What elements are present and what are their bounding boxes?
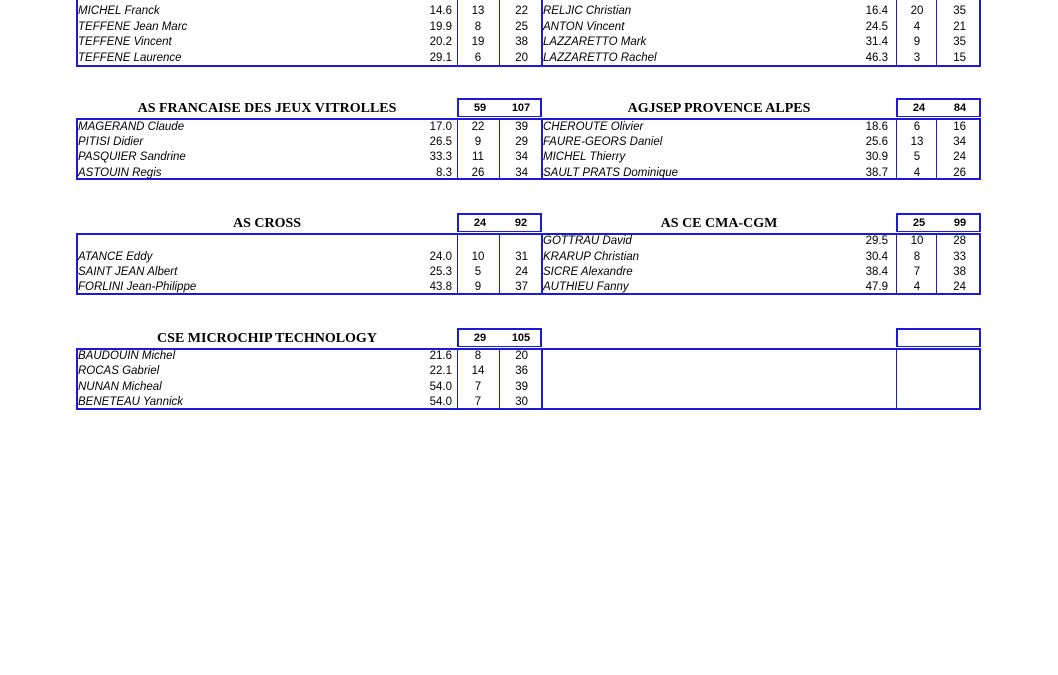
player-value: 38.7 [865, 167, 888, 179]
player-total: 15 [953, 52, 966, 64]
player-points: 9 [474, 136, 482, 148]
team-score-total: 107 [511, 102, 531, 114]
team-score-box [896, 328, 981, 347]
player-value: 21.6 [429, 350, 452, 362]
player-value: 24.5 [865, 21, 888, 33]
player-points: 8 [913, 251, 921, 263]
player-value: 20.2 [429, 36, 452, 48]
player-points: 4 [913, 167, 921, 179]
team-score-box [457, 213, 542, 232]
team-score-box [896, 213, 981, 232]
player-value: 31.4 [865, 36, 888, 48]
player-total: 24 [515, 266, 528, 278]
player-name: ASTOUIN Regis [78, 167, 162, 179]
player-points: 10 [471, 251, 485, 263]
player-name: MICHEL Franck [78, 5, 160, 17]
player-points: 14 [471, 365, 485, 377]
team-score-box [896, 98, 981, 117]
player-value: 29.1 [429, 52, 452, 64]
player-points: 5 [474, 266, 482, 278]
player-name: BENETEAU Yannick [78, 396, 184, 408]
table-row [76, 35, 981, 50]
table-row [76, 380, 981, 395]
player-name: KRARUP Christian [543, 251, 640, 263]
player-total: 21 [953, 21, 966, 33]
player-total: 24 [953, 281, 966, 293]
player-name: TEFFENE Laurence [78, 52, 182, 64]
player-name: TEFFENE Jean Marc [78, 21, 188, 33]
table-row [76, 395, 981, 410]
player-points: 6 [474, 52, 482, 64]
player-total: 39 [515, 121, 528, 133]
player-total: 38 [953, 266, 966, 278]
table-row [76, 150, 981, 165]
player-total: 35 [953, 36, 966, 48]
player-name: SICRE Alexandre [543, 266, 633, 278]
player-value: 33.3 [429, 151, 452, 163]
player-total: 36 [515, 365, 528, 377]
team-score-points: 29 [473, 332, 487, 344]
player-total: 25 [515, 21, 528, 33]
player-name: BAUDOUIN Michel [78, 350, 176, 362]
table-row [76, 280, 981, 295]
player-name: RELJIC Christian [543, 5, 632, 17]
player-value: 22.1 [429, 365, 452, 377]
table-row [76, 349, 981, 364]
player-points: 13 [471, 5, 485, 17]
player-name: MAGERAND Claude [78, 121, 185, 133]
team-score-points: 24 [473, 217, 487, 229]
player-total: 39 [515, 381, 528, 393]
player-points: 20 [910, 5, 924, 17]
team-score-total: 99 [953, 217, 967, 229]
player-value: 25.6 [865, 136, 888, 148]
team-name: AS CE CMA-CGM [660, 216, 778, 231]
player-value: 14.6 [429, 5, 452, 17]
player-value: 24.0 [429, 251, 452, 263]
player-value: 8.3 [436, 167, 452, 179]
player-total: 20 [515, 52, 528, 64]
block-header [76, 98, 981, 118]
team-name: AGJSEP PROVENCE ALPES [627, 101, 811, 116]
player-points: 8 [474, 21, 482, 33]
player-value: 16.4 [865, 5, 888, 17]
player-value: 17.0 [429, 121, 452, 133]
team-score-points: 59 [473, 102, 487, 114]
player-name: ATANCE Eddy [78, 251, 153, 263]
player-value: 54.0 [429, 396, 452, 408]
table-row [76, 250, 981, 265]
player-value: 18.6 [865, 121, 888, 133]
player-total: 31 [515, 251, 528, 263]
player-value: 30.9 [865, 151, 888, 163]
block-header [76, 328, 981, 348]
table-row [76, 51, 981, 66]
player-name: ANTON Vincent [543, 21, 625, 33]
player-points: 7 [474, 381, 482, 393]
player-points: 26 [471, 167, 485, 179]
player-total: 26 [953, 167, 966, 179]
player-total: 37 [515, 281, 528, 293]
player-name: LAZZARETTO Mark [543, 36, 647, 48]
player-name: FORLINI Jean-Philippe [78, 281, 197, 293]
player-name: ROCAS Gabriel [78, 365, 160, 377]
player-total: 34 [515, 151, 528, 163]
player-total: 33 [953, 251, 966, 263]
team-score-box [457, 328, 542, 347]
player-points: 9 [913, 36, 921, 48]
player-name: CHEROUTE Olivier [543, 121, 644, 133]
player-name: NUNAN Micheal [78, 381, 162, 393]
player-points: 9 [474, 281, 482, 293]
player-name: PITISI Didier [78, 136, 144, 148]
player-name: TEFFENE Vincent [78, 36, 172, 48]
player-value: 25.3 [429, 266, 452, 278]
player-points: 22 [471, 121, 485, 133]
table-row [76, 120, 981, 135]
player-total: 35 [953, 5, 966, 17]
player-value: 47.9 [865, 281, 888, 293]
player-name: SAULT PRATS Dominique [543, 167, 679, 179]
team-score-points: 24 [912, 102, 926, 114]
player-points: 10 [910, 235, 924, 247]
team-name: AS CROSS [232, 216, 302, 231]
player-value: 30.4 [865, 251, 888, 263]
player-name: SAINT JEAN Albert [78, 266, 178, 278]
player-name: FAURE-GEORS Daniel [543, 136, 663, 148]
player-value: 19.9 [429, 21, 452, 33]
player-total: 38 [515, 36, 528, 48]
player-value: 46.3 [865, 52, 888, 64]
player-points: 19 [471, 36, 485, 48]
player-total: 34 [515, 167, 528, 179]
table-row [76, 4, 981, 19]
table-row [76, 20, 981, 35]
player-total: 16 [953, 121, 966, 133]
table-row [76, 265, 981, 280]
team-score-total: 92 [514, 217, 528, 229]
player-total: 28 [953, 235, 966, 247]
table-row [76, 166, 981, 181]
player-points: 4 [913, 21, 921, 33]
player-total: 34 [953, 136, 966, 148]
player-points: 7 [474, 396, 482, 408]
team-name: CSE MICROCHIP TECHNOLOGY [157, 331, 377, 346]
player-total: 30 [515, 396, 528, 408]
team-name: AS FRANCAISE DES JEUX VITROLLES [137, 101, 397, 116]
player-name: GOTTRAU David [543, 235, 632, 247]
player-name: MICHEL Thierry [543, 151, 626, 163]
table-row [76, 234, 981, 249]
player-value: 54.0 [429, 381, 452, 393]
team-name [542, 328, 896, 348]
team-score-points: 25 [912, 217, 926, 229]
player-value: 29.5 [865, 235, 888, 247]
team-score-total: 105 [511, 332, 531, 344]
player-points: 8 [474, 350, 482, 362]
player-total: 20 [515, 350, 528, 362]
player-value: 43.8 [429, 281, 452, 293]
player-points: 11 [472, 151, 484, 163]
player-points: 5 [913, 151, 921, 163]
team-score-box [457, 98, 542, 117]
player-points: 3 [913, 52, 921, 64]
player-total: 29 [515, 136, 528, 148]
player-name: PASQUIER Sandrine [78, 151, 186, 163]
player-name: LAZZARETTO Rachel [543, 52, 657, 64]
player-value: 38.4 [865, 266, 888, 278]
player-total: 22 [515, 5, 528, 17]
player-total: 24 [953, 151, 966, 163]
player-points: 7 [913, 266, 921, 278]
player-points: 6 [913, 121, 921, 133]
block-header [76, 213, 981, 233]
table-row [76, 364, 981, 379]
player-points: 4 [913, 281, 921, 293]
player-value: 26.5 [429, 136, 452, 148]
player-points: 13 [910, 136, 924, 148]
team-score-total: 84 [953, 102, 967, 114]
table-row [76, 135, 981, 150]
player-name: AUTHIEU Fanny [543, 281, 629, 293]
